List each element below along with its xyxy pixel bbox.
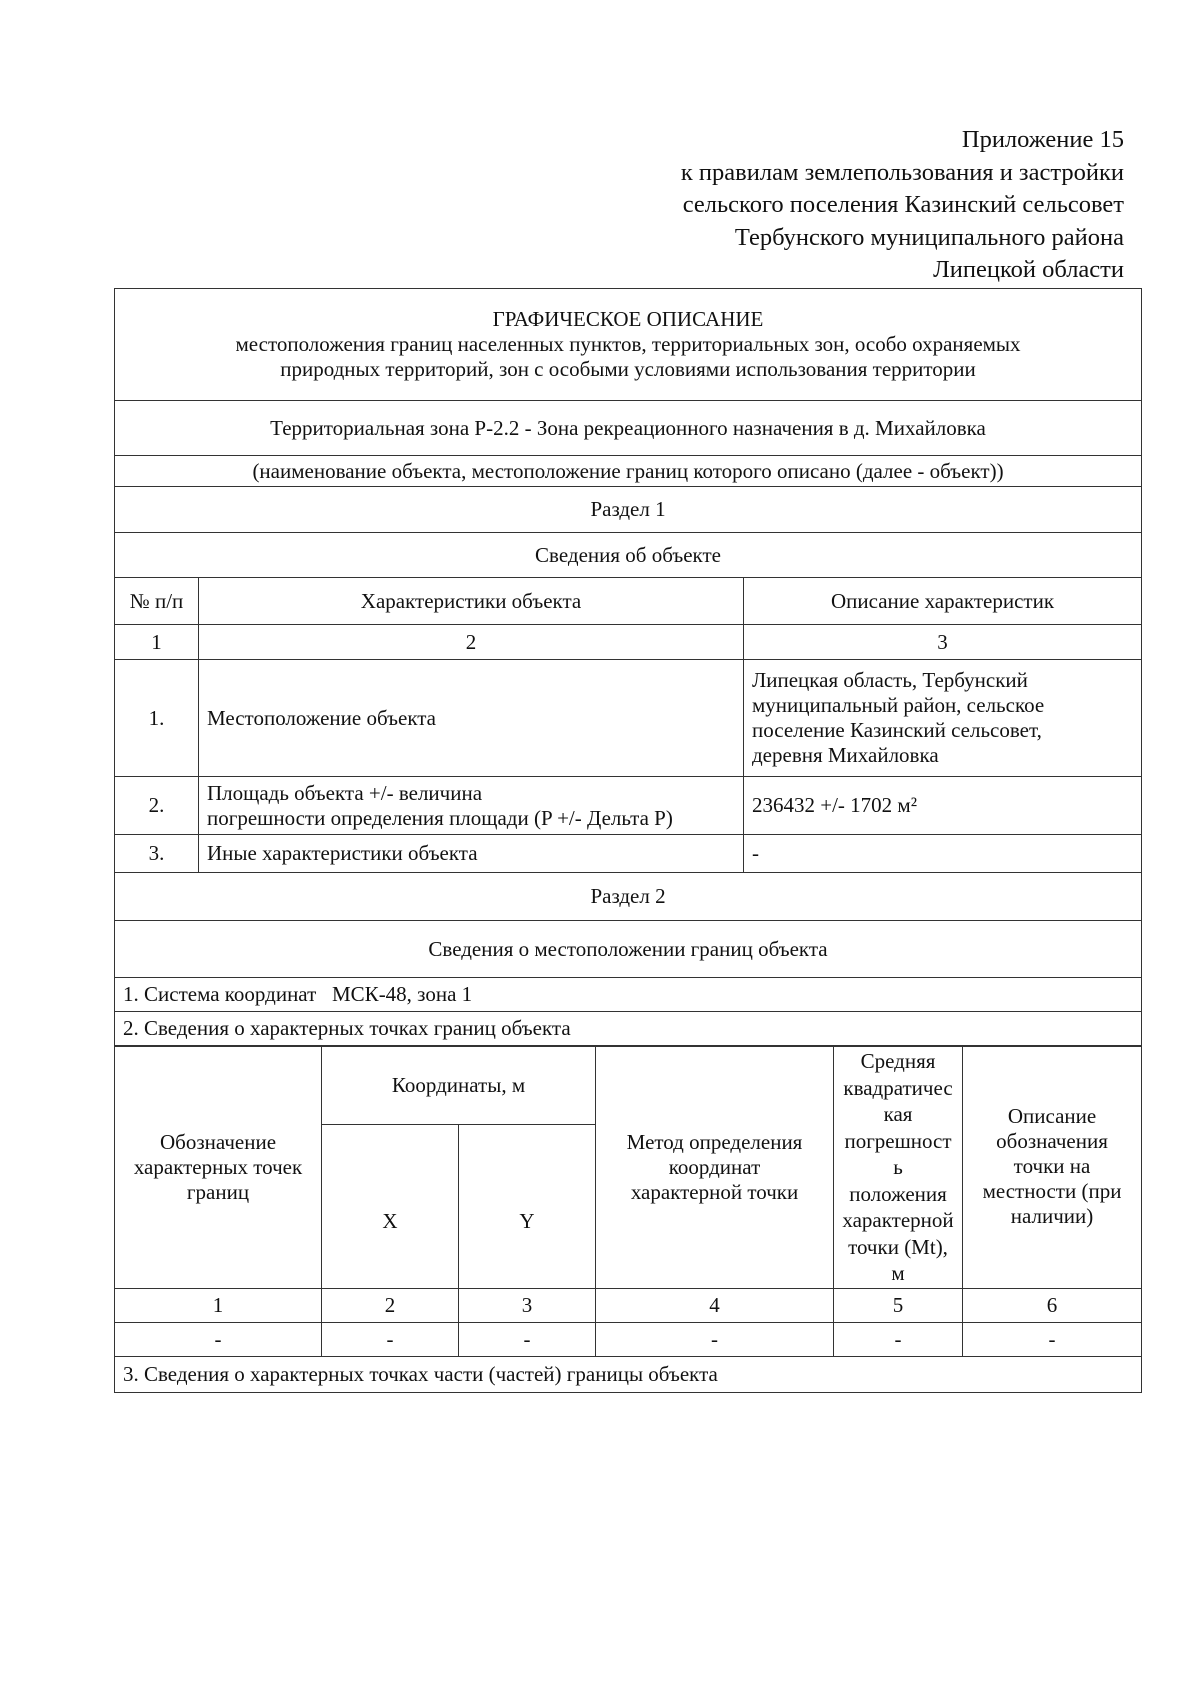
points-title: 2. Сведения о характерных точках границ объекта — [115, 1012, 1142, 1046]
error-header — [834, 1047, 963, 1289]
part-points-title: 3. Сведения о характерных точках части (частей) границы объекта — [115, 1357, 1142, 1393]
header-line: к правилам землепользования и застройки — [680, 158, 1124, 186]
header-line: Липецкой области — [933, 256, 1124, 283]
column-number: 3 — [744, 625, 1142, 660]
section1-table — [114, 288, 1142, 1046]
header-line: границ — [186, 1180, 250, 1204]
header-line: квадратичес — [843, 1075, 953, 1100]
column-header: № п/п — [115, 578, 199, 625]
row-characteristic — [199, 777, 744, 835]
header-line: Тербунского муниципального района — [734, 223, 1124, 251]
column-number: 1 — [115, 1289, 322, 1323]
method-header — [596, 1047, 834, 1289]
header-line: Обозначение — [159, 1130, 277, 1154]
row-number: 3. — [115, 835, 199, 873]
object-caption: (наименование объекта, местоположение границ которого описано (далее - объект)) — [115, 456, 1142, 487]
column-header: Описание характеристик — [744, 578, 1142, 625]
column-number: 6 — [963, 1289, 1142, 1323]
column-number: 3 — [459, 1289, 596, 1323]
section2-subtitle: Сведения о местоположении границ объекта — [115, 921, 1142, 978]
document-title — [115, 289, 1142, 401]
header-line: Описание — [1007, 1104, 1097, 1128]
table-row — [115, 777, 1142, 835]
row-characteristic: Местоположение объекта — [199, 660, 744, 777]
header-line: характерной точки — [630, 1180, 799, 1204]
header-line: Метод определения — [626, 1130, 803, 1154]
header-line: координат — [668, 1155, 761, 1179]
description-header — [963, 1047, 1142, 1289]
section1-title: Раздел 1 — [115, 487, 1142, 533]
header-line: сельского поселения Казинский сельсовет — [682, 191, 1124, 218]
row-number: 2. — [115, 777, 199, 835]
section2-points-table — [114, 1046, 1142, 1393]
header-line: точки на — [1013, 1154, 1091, 1178]
section2-title: Раздел 2 — [115, 873, 1142, 921]
row-description: 236432 +/- 1702 м² — [744, 777, 1142, 835]
table-cell: - — [322, 1323, 459, 1357]
characteristic-line: Площадь объекта +/- величина — [207, 780, 483, 805]
row-characteristic: Иные характеристики объекта — [199, 835, 744, 873]
column-number: 2 — [322, 1289, 459, 1323]
column-number: 4 — [596, 1289, 834, 1323]
header-line: обозначения — [996, 1129, 1108, 1153]
row-description — [744, 660, 1142, 777]
title-main: ГРАФИЧЕСКОЕ ОПИСАНИЕ — [492, 307, 764, 331]
header-line: ь — [893, 1155, 903, 1180]
coordinate-system: 1. Система координат МСК-48, зона 1 — [115, 978, 1142, 1012]
table-cell: - — [963, 1323, 1142, 1357]
designation-header — [115, 1047, 322, 1289]
table-row — [115, 660, 1142, 777]
header-line: кая — [883, 1102, 913, 1127]
section1-header-row — [115, 578, 1142, 625]
table-cell: - — [115, 1323, 322, 1357]
column-number: 1 — [115, 625, 199, 660]
header-line: Средняя — [860, 1049, 936, 1074]
header-line: погрешност — [844, 1128, 952, 1153]
title-row — [115, 289, 1142, 401]
characteristic-line: погрешности определения площади (P +/- Дельта P) — [207, 805, 673, 830]
header-line: характерной — [842, 1208, 954, 1233]
description-line: деревня Михайловка — [752, 743, 939, 767]
column-number: 5 — [834, 1289, 963, 1323]
description-line: Липецкая область, Тербунский — [752, 668, 1028, 692]
column-number: 2 — [199, 625, 744, 660]
title-line: местоположения границ населенных пунктов, территориальных зон, особо охраняемых — [235, 332, 1021, 356]
object-name: Территориальная зона Р-2.2 - Зона рекреационного назначения в д. Михайловка — [115, 401, 1142, 456]
row-description: - — [744, 835, 1142, 873]
y-header: Y — [459, 1125, 596, 1289]
column-header: Характеристики объекта — [199, 578, 744, 625]
header-line: положения — [849, 1181, 947, 1206]
table-cell: - — [596, 1323, 834, 1357]
column-number-row — [115, 625, 1142, 660]
description-line: поселение Казинский сельсовет, — [752, 718, 1042, 742]
title-line: природных территорий, зон с особыми условиями использования территории — [280, 357, 976, 381]
coordinates-header: Координаты, м — [322, 1047, 596, 1125]
table-row — [115, 835, 1142, 873]
header-line: местности (при — [982, 1179, 1122, 1203]
x-header: X — [322, 1125, 459, 1289]
header-line: Приложение 15 — [961, 126, 1124, 153]
column-number-row — [115, 1289, 1142, 1323]
table-row — [115, 1323, 1142, 1357]
header-line: наличии) — [1010, 1204, 1094, 1228]
section1-subtitle: Сведения об объекте — [115, 533, 1142, 578]
table-cell: - — [834, 1323, 963, 1357]
description-line: муниципальный район, сельское — [752, 693, 1045, 717]
row-number: 1. — [115, 660, 199, 777]
header-line: характерных точек — [133, 1155, 303, 1179]
points-header-row — [115, 1047, 1142, 1125]
table-cell: - — [459, 1323, 596, 1357]
header-line: м — [891, 1261, 905, 1286]
header-line: точки (Mt), — [848, 1234, 948, 1259]
document-header — [681, 124, 1124, 287]
